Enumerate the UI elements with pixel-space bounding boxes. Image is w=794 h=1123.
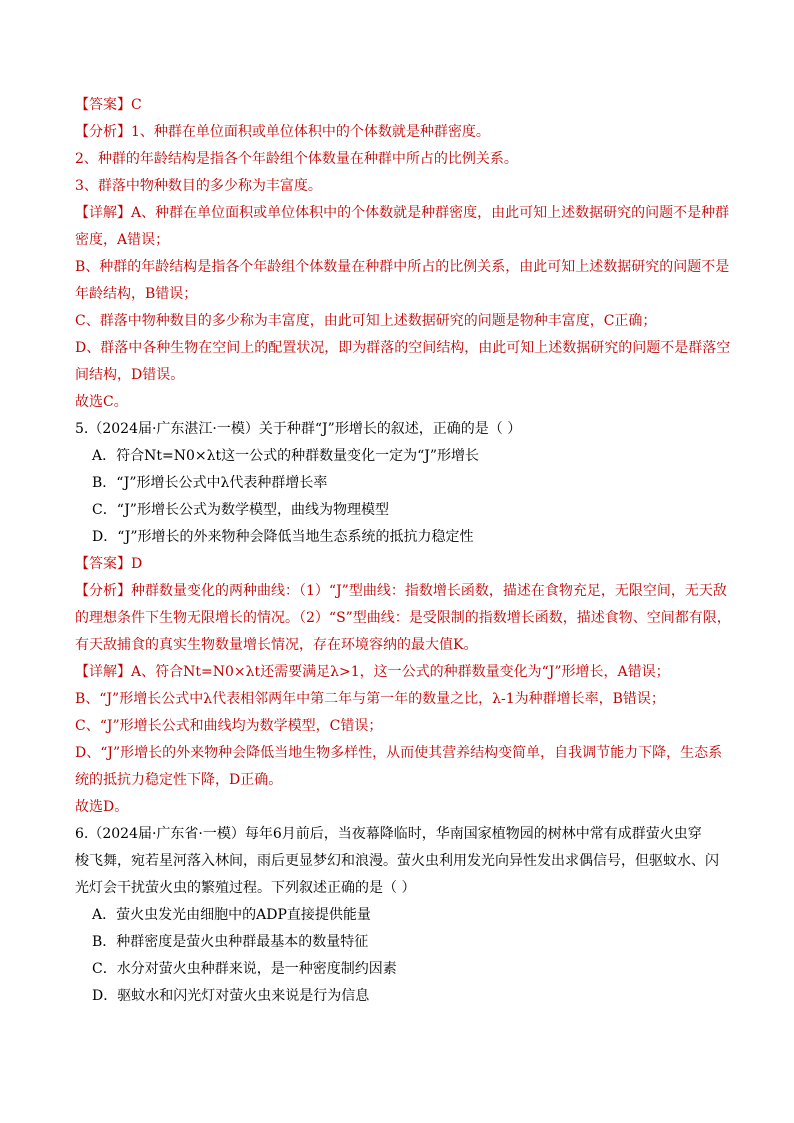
line-text: D <box>131 556 143 572</box>
answer-line <box>75 605 735 632</box>
line-text: A、符合Nt=N0×λt还需要满足λ>1，这一公式的种群数量变化为“J”形增长，A错误； <box>131 664 670 680</box>
line-text: 年龄结构，B错误； <box>75 286 198 302</box>
line-text: 3、群落中物种数目的多少称为丰富度。 <box>75 178 322 194</box>
answer-line <box>75 308 735 335</box>
option-line <box>75 983 735 1010</box>
line-text: A．萤火虫发光由细胞中的ADP直接提供能量 <box>92 907 371 923</box>
question-line <box>75 416 735 443</box>
answer-line <box>75 659 735 686</box>
document-page <box>75 92 735 1010</box>
section-tag: 【分析】 <box>75 124 131 140</box>
answer-line <box>75 173 735 200</box>
option-line <box>75 443 735 470</box>
answer-line <box>75 92 735 119</box>
line-text: B．种群密度是萤火虫种群最基本的数量特征 <box>92 934 369 950</box>
option-line <box>75 902 735 929</box>
answer-line <box>75 632 735 659</box>
answer-line <box>75 767 735 794</box>
answer-line <box>75 119 735 146</box>
section-tag: 【详解】 <box>75 664 131 680</box>
line-text: 1、种群在单位面积或单位体积中的个体数就是种群密度。 <box>131 124 490 140</box>
section-tag: 【答案】 <box>75 97 131 113</box>
question-line <box>75 848 735 875</box>
line-text: 密度，A错误； <box>75 232 170 248</box>
line-text: 6.（2024届·广东省·一模）每年6月前后，当夜幕降临时，华南国家植物园的树林中常有成群萤火虫穿 <box>75 826 702 842</box>
option-line <box>75 524 735 551</box>
line-text: A、种群在单位面积或单位体积中的个体数就是种群密度，由此可知上述数据研究的问题不是种群 <box>131 205 730 221</box>
line-text: C．“J”形增长公式为数学模型，曲线为物理模型 <box>92 502 389 518</box>
section-tag: 【分析】 <box>75 583 131 599</box>
answer-line <box>75 281 735 308</box>
line-text: 种群数量变化的两种曲线：（1）“J”型曲线：指数增长函数，描述在食物充足，无限空间，无天敌 <box>131 583 727 599</box>
line-text: 2、种群的年龄结构是指各个年龄组个体数量在种群中所占的比例关系。 <box>75 151 518 167</box>
line-text: B、“J”形增长公式中λ代表相邻两年中第二年与第一年的数量之比，λ-1为种群增长率，B错误； <box>75 691 665 707</box>
line-text: 故选C。 <box>75 394 128 410</box>
line-text: B、种群的年龄结构是指各个年龄组个体数量在种群中所占的比例关系，由此可知上述数据研究的问题不是 <box>75 259 730 275</box>
option-line <box>75 956 735 983</box>
line-text: 间结构，D错误。 <box>75 367 185 383</box>
question-line <box>75 821 735 848</box>
line-text: 有天敌捕食的真实生物数量增长情况，存在环境容纳的最大值K。 <box>75 637 478 653</box>
line-text: D、“J”形增长的外来物种会降低当地生物多样性，从而使其营养结构变简单，自我调节能力下降，生态系 <box>75 745 723 761</box>
answer-line <box>75 335 735 362</box>
line-text: D．“J”形增长的外来物种会降低当地生态系统的抵抗力稳定性 <box>92 529 474 545</box>
section-tag: 【详解】 <box>75 205 131 221</box>
option-line <box>75 497 735 524</box>
answer-line <box>75 794 735 821</box>
line-text: D．驱蚊水和闪光灯对萤火虫来说是行为信息 <box>92 988 370 1004</box>
answer-line <box>75 578 735 605</box>
line-text: C．水分对萤火虫种群来说，是一种密度制约因素 <box>92 961 397 977</box>
line-text: D、群落中各种生物在空间上的配置状况，即为群落的空间结构，由此可知上述数据研究的问题不是群落空 <box>75 340 731 356</box>
line-text: C、群落中物种数目的多少称为丰富度，由此可知上述数据研究的问题是物种丰富度，C正确； <box>75 313 657 329</box>
answer-line <box>75 713 735 740</box>
answer-line <box>75 389 735 416</box>
line-text: 光灯会干扰萤火虫的繁殖过程。下列叙述正确的是（ ） <box>75 880 416 896</box>
line-text: 统的抵抗力稳定性下降，D正确。 <box>75 772 283 788</box>
line-text: C <box>131 97 142 113</box>
line-text: 5.（2024届·广东湛江·一模）关于种群“J”形增长的叙述，正确的是（ ） <box>75 421 522 437</box>
answer-line <box>75 254 735 281</box>
line-text: 梭飞舞，宛若星河落入林间，雨后更显梦幻和浪漫。萤火虫利用发光向异性发出求偶信号，但驱蚊水、闪 <box>75 853 719 869</box>
answer-line <box>75 740 735 767</box>
section-tag: 【答案】 <box>75 556 131 572</box>
question-line <box>75 875 735 902</box>
line-text: C、“J”形增长公式和曲线均为数学模型，C错误； <box>75 718 383 734</box>
answer-line <box>75 362 735 389</box>
answer-line <box>75 146 735 173</box>
answer-line <box>75 686 735 713</box>
line-text: 故选D。 <box>75 799 129 815</box>
answer-line <box>75 227 735 254</box>
line-text: A．符合Nt=N0×λt这一公式的种群数量变化一定为“J”形增长 <box>92 448 480 464</box>
line-text: 的理想条件下生物无限增长的情况。（2）“S”型曲线：是受限制的指数增长函数，描述食物、空间都有限， <box>75 610 731 626</box>
answer-line <box>75 200 735 227</box>
option-line <box>75 929 735 956</box>
line-text: B．“J”形增长公式中λ代表种群增长率 <box>92 475 328 491</box>
option-line <box>75 470 735 497</box>
answer-line <box>75 551 735 578</box>
